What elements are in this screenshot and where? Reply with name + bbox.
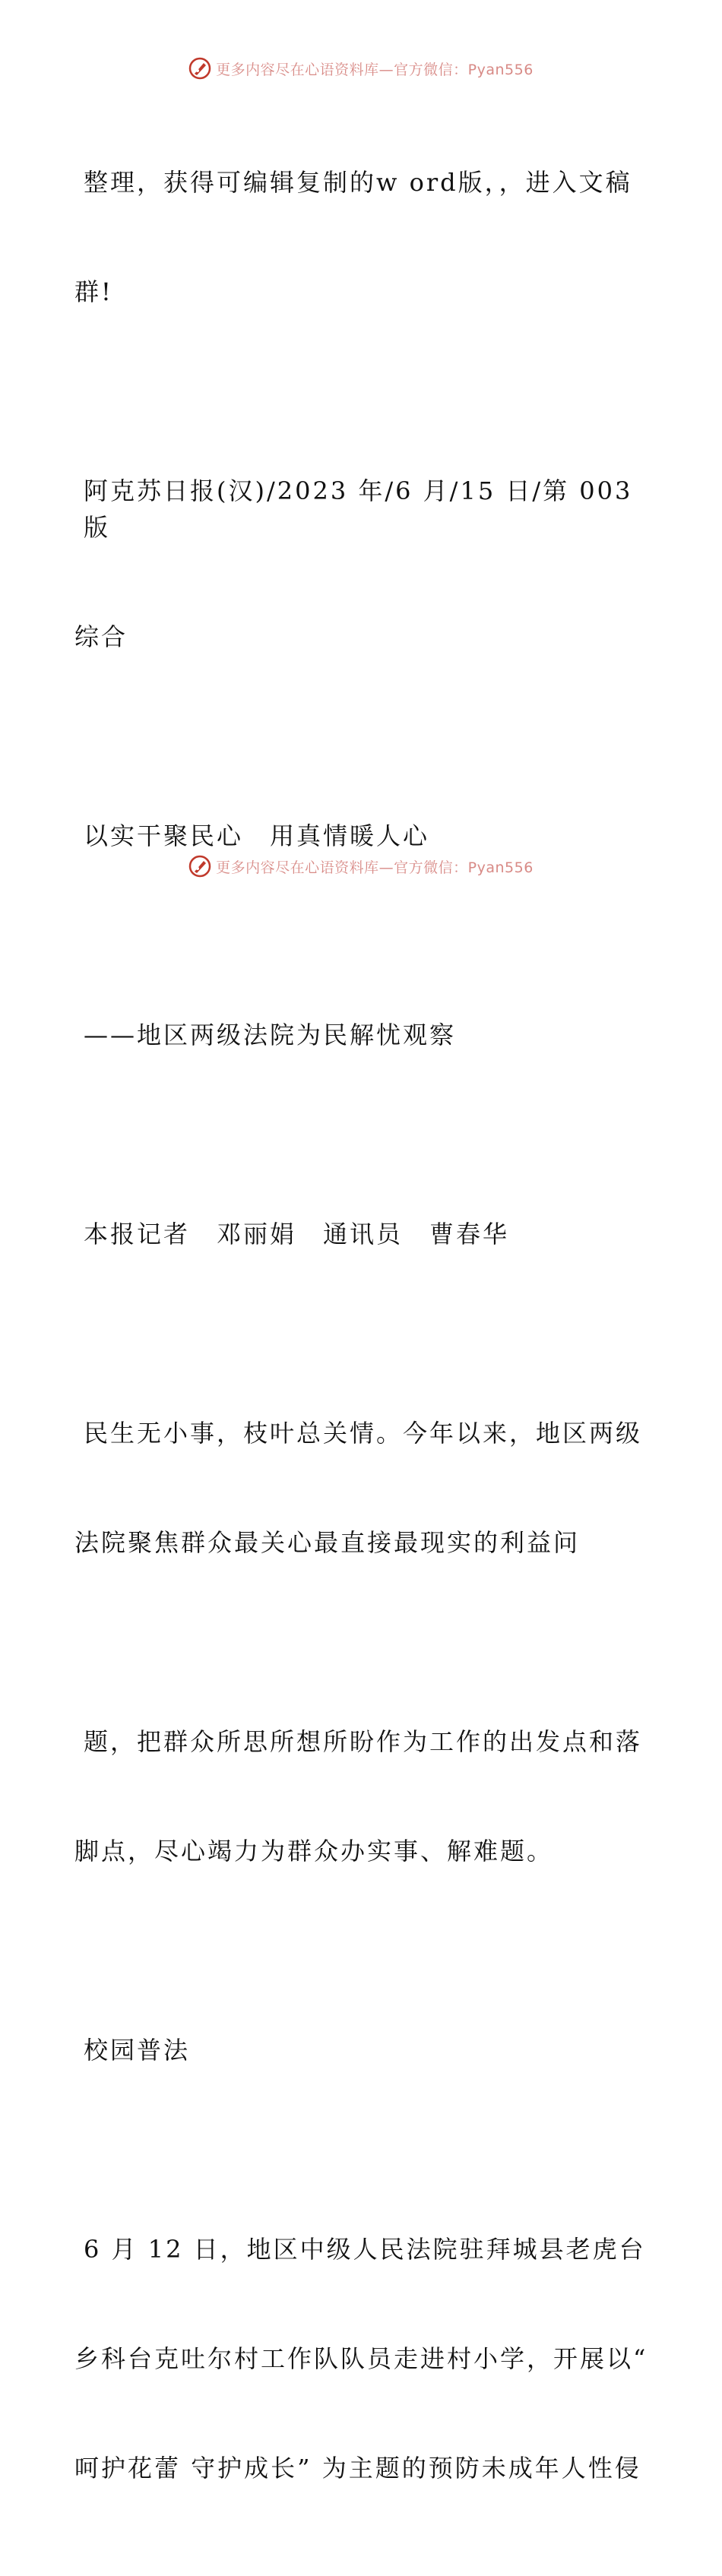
header-watermark-text: 更多内容尽在心语资料库—官方微信：Pyan556 [216, 61, 534, 78]
paragraph-section-body [74, 2158, 652, 2559]
text-line: 校园普法 [84, 2036, 191, 2065]
text-line: 乡科台克吐尔村工作队队员走进村小学，开展以“ [74, 2344, 648, 2373]
paragraph-intro [74, 91, 652, 383]
text-line: 脚点，尽心竭力为群众办实事、解难题。 [74, 1837, 554, 1866]
text-line: 法院聚焦群众最关心最直接最现实的利益问 [74, 1528, 581, 1557]
text-line: 阿克苏日报(汉)/2023 年/6 月/15 日/第 003 版 [84, 476, 643, 542]
article-title [74, 745, 652, 927]
paragraph-lead [74, 1342, 652, 1634]
text-line: 综合 [74, 622, 128, 651]
footer-watermark [0, 851, 722, 881]
text-line: 6 月 12 日，地区中级人民法院驻拜城县老虎台 [84, 2235, 646, 2264]
text-line: 群! [74, 277, 113, 306]
text-line: 整理，获得可编辑复制的w ord版，，进入文稿 [84, 168, 632, 197]
article-subtitle [74, 944, 652, 1126]
pen-nib-logo-icon [188, 57, 211, 80]
header-watermark [0, 53, 722, 84]
text-line: ——地区两级法院为民解忧观察 [84, 1021, 457, 1049]
text-line: 本报记者 邓丽娟 通讯员 曹春华 [84, 1220, 510, 1248]
document-body [74, 91, 652, 2576]
paragraph-source [74, 400, 652, 728]
paragraph-lead-continued [74, 1650, 652, 1942]
section-heading [74, 1959, 652, 2141]
text-line: 呵护花蕾 守护成长” 为主题的预防未成年人性侵 [74, 2454, 641, 2483]
article-byline [74, 1143, 652, 1325]
text-line: 民生无小事，枝叶总关情。今年以来，地区两级 [84, 1419, 643, 1448]
text-line: 以实干聚民心 用真情暖人心 [84, 821, 430, 850]
footer-watermark-text: 更多内容尽在心语资料库—官方微信：Pyan556 [216, 859, 534, 876]
pen-nib-logo-icon [188, 855, 211, 878]
text-line: 题，把群众所思所想所盼作为工作的出发点和落 [84, 1727, 643, 1756]
